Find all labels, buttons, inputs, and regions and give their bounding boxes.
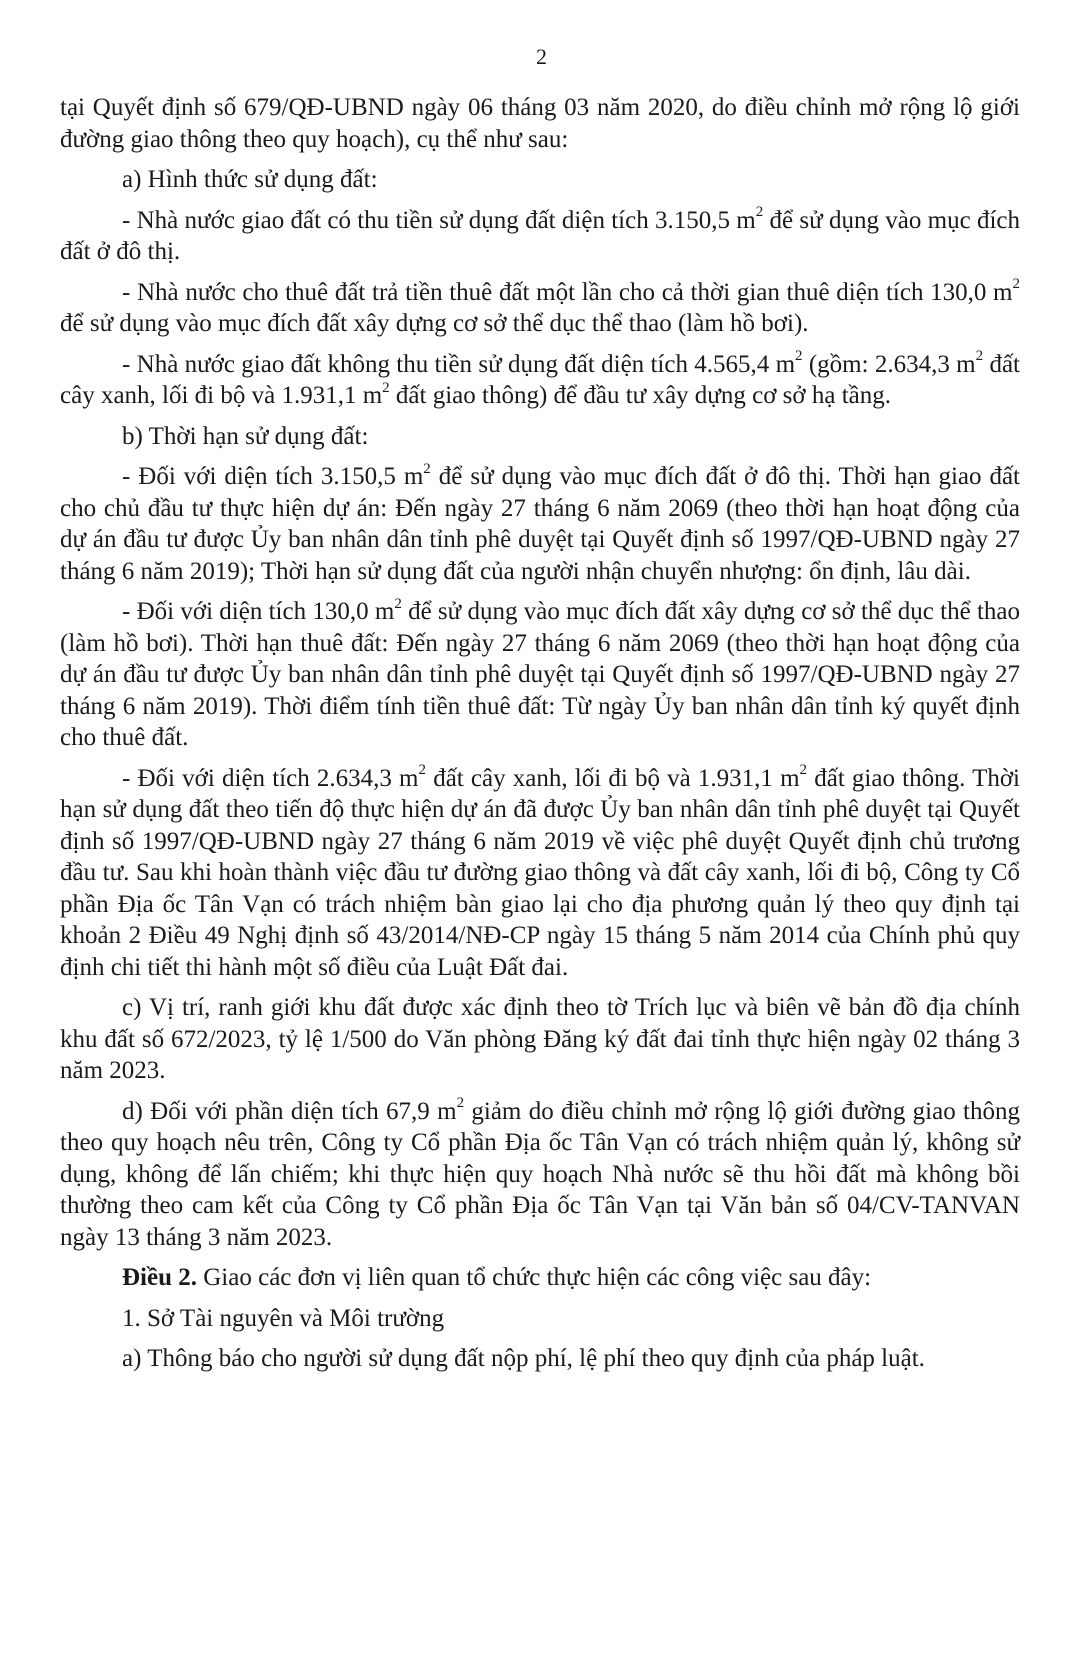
document-body	[60, 92, 1020, 1384]
paragraph-heading-b: b) Thời hạn sử dụng đất:	[122, 422, 369, 450]
paragraph-land-allocation-residential: - Nhà nước giao đất có thu tiền sử dụng đất diện tích 3.150,5 $m^2$ để sử dụng vào mục đích đất ở đô thị.	[60, 204, 1020, 265]
paragraph-location-c: c) Vị trí, ranh giới khu đất được xác định theo tờ Trích lục và biên vẽ bản đồ địa chính khu đất số 672/2023, tỷ lệ 1/500 do Văn phòng Đăng ký đất đai tỉnh thực hiện ngày 02 tháng 3 năm 2023.	[60, 994, 1020, 1084]
paragraph-reduced-area-d: d) Đối với phần diện tích 67,9 $m^2$ giảm do điều chỉnh mở rộng lộ giới đường giao thông theo quy hoạch nêu trên, Công ty Cổ phần Địa ốc Tân Vạn có trách nhiệm quản lý, không sử dụng, không để lấn chiếm; khi thực hiện quy hoạch Nhà nước sẽ thu hồi đất mà không bồi thường theo cam kết của Công ty Cổ phần Địa ốc Tân Vạn tại Văn bản số 04/CV-TANVAN ngày 13 tháng 3 năm 2023.	[60, 1095, 1020, 1251]
paragraph-item-1a: a) Thông báo cho người sử dụng đất nộp phí, lệ phí theo quy định của pháp luật.	[122, 1345, 925, 1372]
paragraph-continuation: tại Quyết định số 679/QĐ-UBND ngày 06 tháng 03 năm 2020, do điều chỉnh mở rộng lộ giới đường giao thông theo quy hoạch), cụ thể như sau:	[60, 94, 1020, 153]
paragraph-land-lease-sports: - Nhà nước cho thuê đất trả tiền thuê đất một lần cho cả thời gian thuê diện tích 130,0 $m^2$ để sử dụng vào mục đích đất xây dựng cơ sở thể dục thể thao (làm hồ bơi).	[60, 276, 1020, 337]
paragraph-term-residential: - Đối với diện tích 3.150,5 $m^2$ để sử dụng vào mục đích đất ở đô thị. Thời hạn giao đất cho chủ đầu tư thực hiện dự án: Đến ngày 27 tháng 6 năm 2069 (theo thời hạn hoạt động của dự án đầu tư được Ủy ban nhân dân tỉnh phê duyệt tại Quyết định số 1997/QĐ-UBND ngày 27 tháng 6 năm 2019); Thời hạn sử dụng đất của người nhận chuyển nhượng: ổn định, lâu dài.	[60, 460, 1021, 585]
paragraph-heading-a: a) Hình thức sử dụng đất:	[122, 166, 378, 193]
page-number: 2	[536, 44, 547, 69]
paragraph-land-allocation-infrastructure: - Nhà nước giao đất không thu tiền sử dụng đất diện tích 4.565,4 $m^2$ (gồm: 2.634,3 $m^2$ đất cây xanh, lối đi bộ và 1.931,1 $m^2$ đất giao thông) để đầu tư xây dựng cơ sở hạ tầng.	[60, 348, 1020, 409]
paragraph-article-2: Điều 2. Giao các đơn vị liên quan tổ chức thực hiện các công việc sau đây:	[122, 1264, 872, 1291]
paragraph-item-1: 1. Sở Tài nguyên và Môi trường	[122, 1304, 445, 1332]
paragraph-term-sports: - Đối với diện tích 130,0 $m^2$ để sử dụng vào mục đích đất xây dựng cơ sở thể dục thể thao (làm hồ bơi). Thời hạn thuê đất: Đến ngày 27 tháng 6 năm 2069 (theo thời hạn hoạt động của dự án đầu tư được Ủy ban nhân dân tỉnh phê duyệt tại Quyết định số 1997/QĐ-UBND ngày 27 tháng 6 năm 2019). Thời điểm tính tiền thuê đất: Từ ngày Ủy ban nhân dân tỉnh ký quyết định cho thuê đất.	[60, 595, 1021, 751]
paragraph-term-infrastructure: - Đối với diện tích 2.634,3 $m^2$ đất cây xanh, lối đi bộ và 1.931,1 $m^2$ đất giao thông. Thời hạn sử dụng đất theo tiến độ thực hiện dự án đã được Ủy ban nhân dân tỉnh phê duyệt tại Quyết định số 1997/QĐ-UBND ngày 27 tháng 6 năm 2019 về việc phê duyệt Quyết định chủ trương đầu tư. Sau khi hoàn thành việc đầu tư đường giao thông và đất cây xanh, lối đi bộ, Công ty Cổ phần Địa ốc Tân Vạn có trách nhiệm bàn giao lại cho địa phương quản lý theo quy định tại khoản 2 Điều 49 Nghị định số 43/2014/NĐ-CP ngày 15 tháng 5 năm 2014 của Chính phủ quy định chi tiết thi hành một số điều của Luật Đất đai.	[60, 762, 1021, 981]
